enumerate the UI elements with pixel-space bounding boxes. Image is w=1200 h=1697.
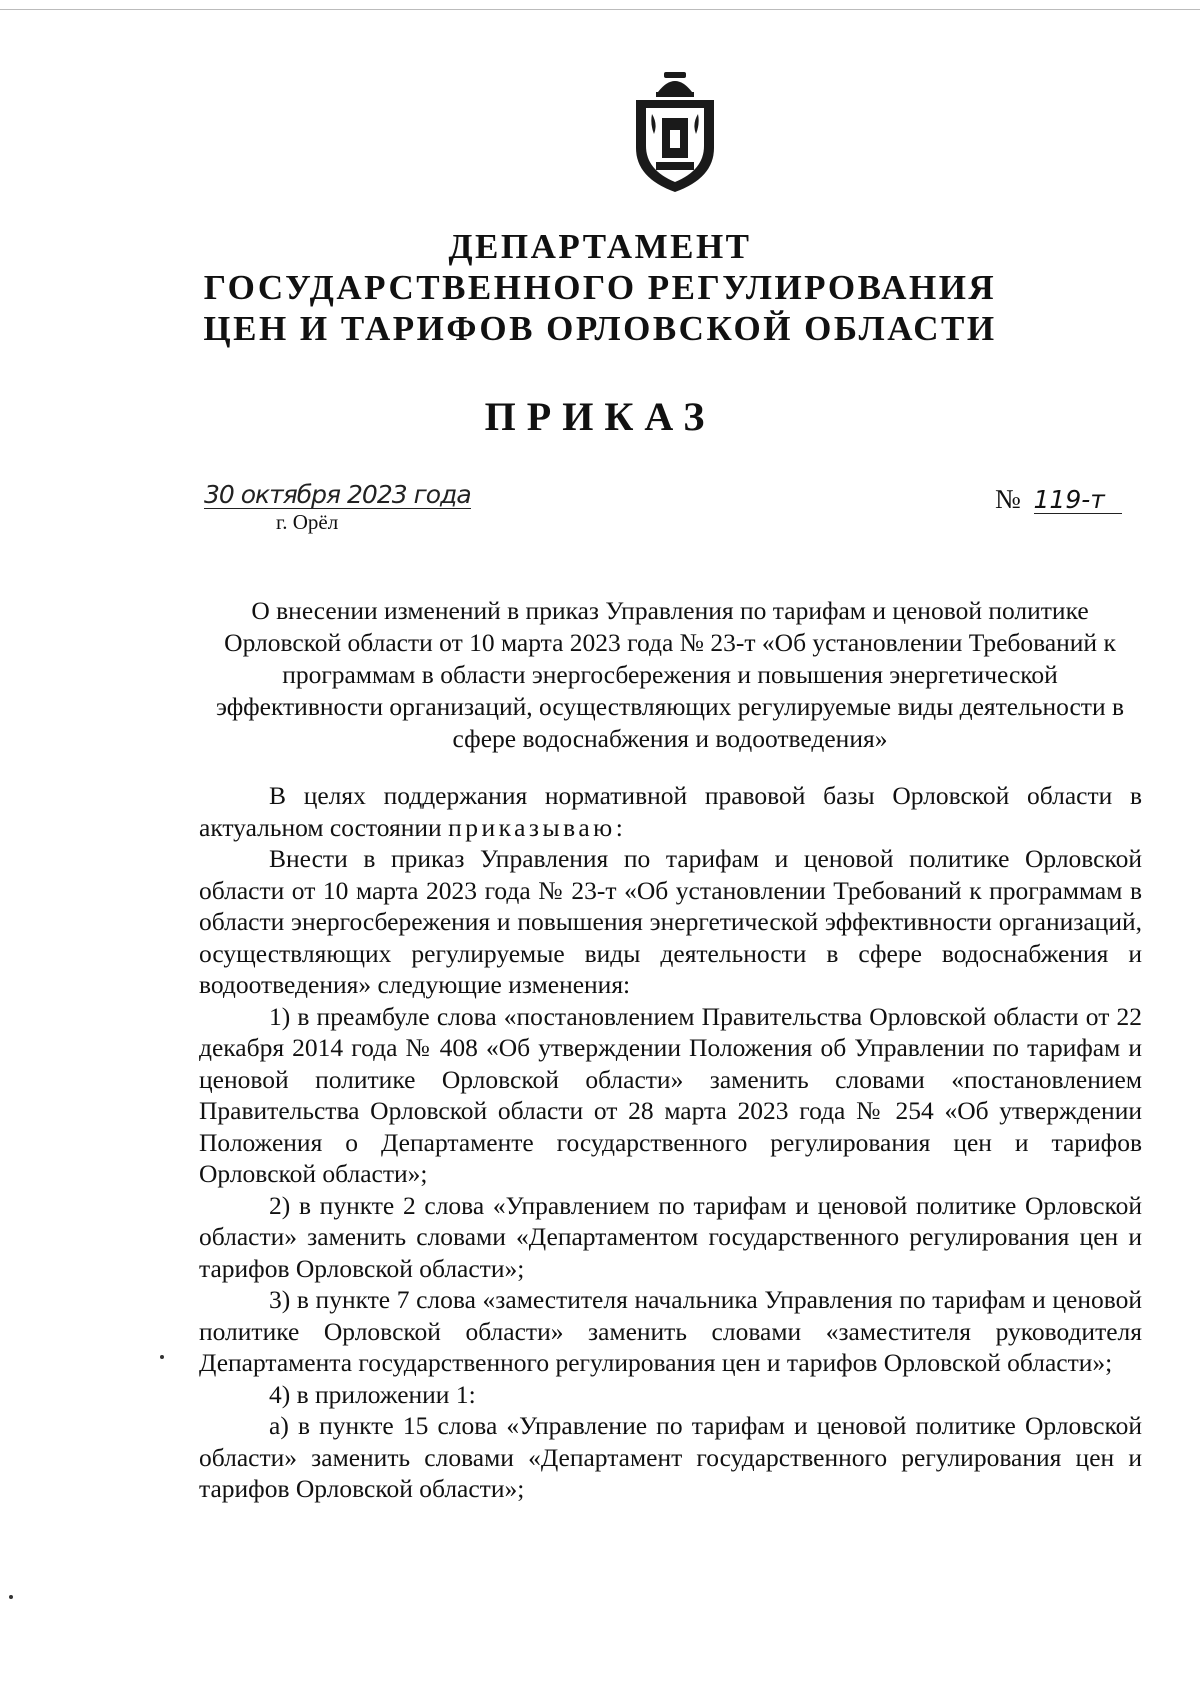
scan-top-edge (0, 9, 1200, 10)
document-type: ПРИКАЗ (484, 394, 716, 439)
paragraph-item-2: 2) в пункте 2 слова «Управлением по тарифам и ценовой политике Орловской области» заменить словами «Департаментом государственного регулирования цен и тарифов Орловской области»; (199, 1190, 1142, 1283)
order-number (995, 484, 1122, 515)
department-name-line-3: ЦЕН И ТАРИФОВ ОРЛОВСКОЙ ОБЛАСТИ (203, 309, 997, 348)
scan-speck (9, 1595, 13, 1599)
order-date: 30 октября 2023 года (204, 480, 471, 509)
order-number-value: 119-т (1034, 487, 1122, 514)
department-name-line-2: ГОСУДАРСТВЕННОГО РЕГУЛИРОВАНИЯ (203, 268, 997, 307)
coat-of-arms-icon (628, 70, 722, 194)
order-body (199, 780, 1142, 1505)
order-subject: О внесении изменений в приказ Управления по тарифам и ценовой политике Орловской области от 10 марта 2023 года № 23-т «Об установлении Требований к программам в области энергосбережения и повышения энергетической эффективности организаций, осуществляющих регулируемые виды деятельности в сфере водоснабжения и водоотведения» (215, 596, 1125, 753)
intro-text: В целях поддержания нормативной правовой базы Орловской области в актуальном состоянии (199, 781, 1142, 842)
paragraph-item-4a: а) в пункте 15 слова «Управление по тарифам и ценовой политике Орловской области» заменить словами «Департамент государственного регулирования цен и тарифов Орловской области»; (199, 1411, 1142, 1503)
paragraph-item-3: 3) в пункте 7 слова «заместителя начальника Управления по тарифам и ценовой политике Орловской области» заменить словами «заместителя руководителя Департамента государственного регулирования цен и тарифов Орловской области»; (199, 1285, 1142, 1377)
number-sign: № (995, 484, 1021, 514)
scan-speck (160, 1355, 164, 1359)
intro-verb: приказываю: (448, 812, 627, 842)
intro-paragraph (199, 780, 1142, 843)
paragraph-item-4: 4) в приложении 1: (269, 1379, 476, 1409)
city: г. Орёл (276, 510, 339, 534)
paragraph-main: Внести в приказ Управления по тарифам и ценовой политике Орловской области от 10 марта 2023 года № 23-т «Об установлении Требований к программам в области энергосбережения и повышения энергетической эффективности организаций, осуществляющих регулируемые виды деятельности в сфере водоснабжения и водоотведения» следующие изменения: (199, 844, 1142, 999)
paragraph-item-1: 1) в преамбуле слова «постановлением Правительства Орловской области от 22 декабря 2014 года № 408 «Об утверждении Положения об Управлении по тарифам и ценовой политике Орловской области» заменить словами «постановлением Правительства Орловской области от 28 марта 2023 года № 254 «Об утверждении Положения о Департаменте государственного регулирования цен и тарифов Орловской области»; (199, 1001, 1142, 1188)
department-name-line-1: ДЕПАРТАМЕНТ (448, 227, 752, 266)
